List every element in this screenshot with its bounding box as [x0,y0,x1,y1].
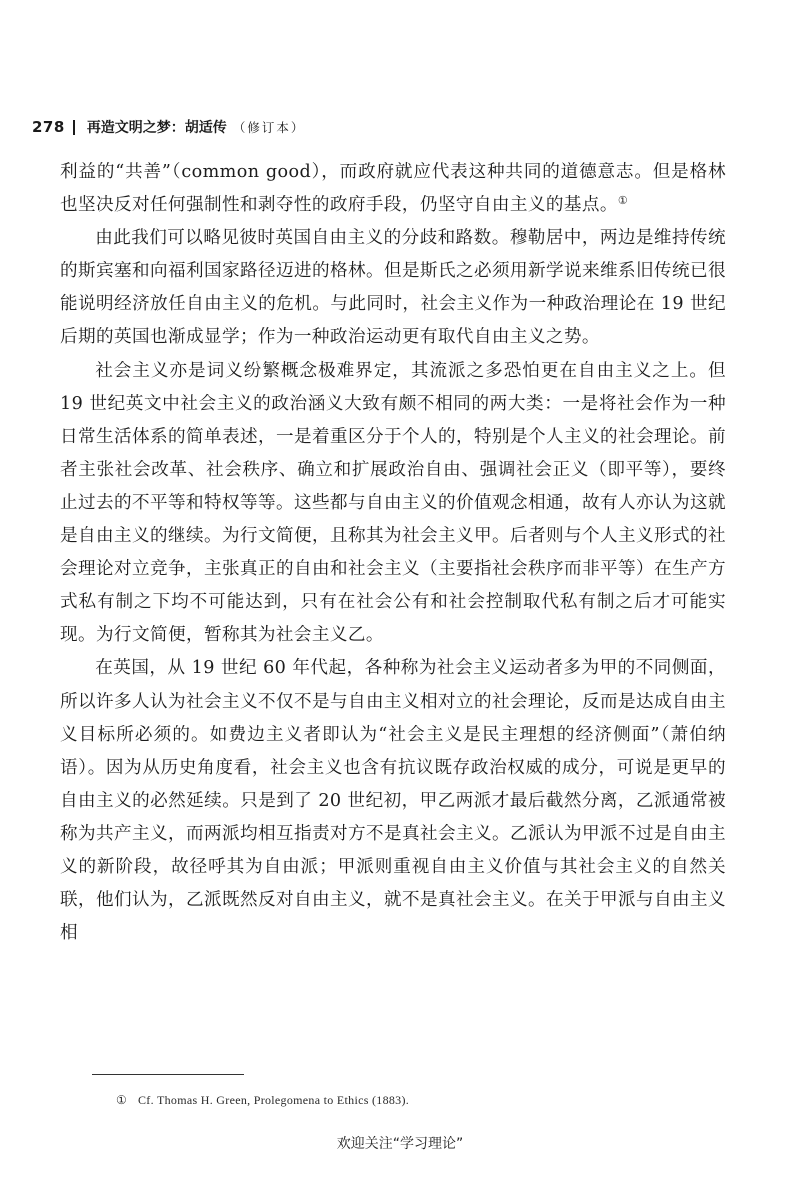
header-divider [73,120,75,135]
footnote-reference[interactable]: ① [617,194,629,208]
book-title: 再造文明之梦：胡适传 [86,120,227,136]
page-footer: 欢迎关注“学习理论” [336,1136,464,1152]
footnote-text: Cf. Thomas H. Green, Prolegomena to Ethics (1883). [138,1093,410,1107]
footnote-divider [92,1074,244,1075]
paragraph-2: 由此我们可以略见彼时英国自由主义的分歧和路数。穆勒居中，两边是维持传统的斯宾塞和向福利国家路径迈进的格林。但是斯氏之必须用新学说来维系旧传统已很能说明经济放任自由主义的危机。与此同时，社会主义作为一种政治理论在 19 世纪后期的英国也渐成显学；作为一种政治运动更有取代自由主义之势。 [60,228,726,348]
paragraph-3: 社会主义亦是词义纷繁概念极难界定，其流派之多恐怕更在自由主义之上。但 19 世纪英文中社会主义的政治涵义大致有颇不相同的两大类：一是将社会作为一种日常生活体系的简单表述，一是着重区分于个人的，特别是个人主义的社会理论。前者主张社会改革、社会秩序、确立和扩展政治自由、强调社会正义（即平等），要终止过去的不平等和特权等等。这些都与自由主义的价值观念相通，故有人亦认为这就是自由主义的继续。为行文简便，且称其为社会主义甲。后者则与个人主义形式的社会理论对立竞争，主张真正的自由和社会主义（主要指社会秩序而非平等）在生产方式私有制之下均不可能达到，只有在社会公有和社会控制取代私有制之后才可能实现。为行文简便，暂称其为社会主义乙。 [60,360,726,646]
paragraph-1-text: 利益的“共善”（common good），而政府就应代表这种共同的道德意志。但是格林也坚决反对任何强制性和剥夺性的政府手段，仍坚守自由主义的基点。 [60,162,726,216]
paragraph-1 [60,156,726,222]
footnote [116,1093,409,1108]
page-number: 278 [32,118,65,136]
edition-label: （修订本） [232,120,306,135]
paragraph-4: 在英国，从 19 世纪 60 年代起，各种称为社会主义运动者多为甲的不同侧面，所以许多人认为社会主义不仅不是与自由主义相对立的社会理论，反而是达成自由主义目标所必须的。如费边主义者即认为“社会主义是民主理想的经济侧面”（萧伯纳语）。因为从历史角度看，社会主义也含有抗议既存政治权威的成分，可说是更早的自由主义的必然延续。只是到了 20 世纪初，甲乙两派才最后截然分离，乙派通常被称为共产主义，而两派均相互指责对方不是真社会主义。乙派认为甲派不过是自由主义的新阶段，故径呼其为自由派；甲派则重视自由主义价值与其社会主义的自然关联，他们认为，乙派既然反对自由主义，就不是真社会主义。在关于甲派与自由主义相 [60,658,726,944]
footnote-number: ① [116,1093,128,1107]
body-text [60,156,726,950]
running-header [32,115,305,139]
